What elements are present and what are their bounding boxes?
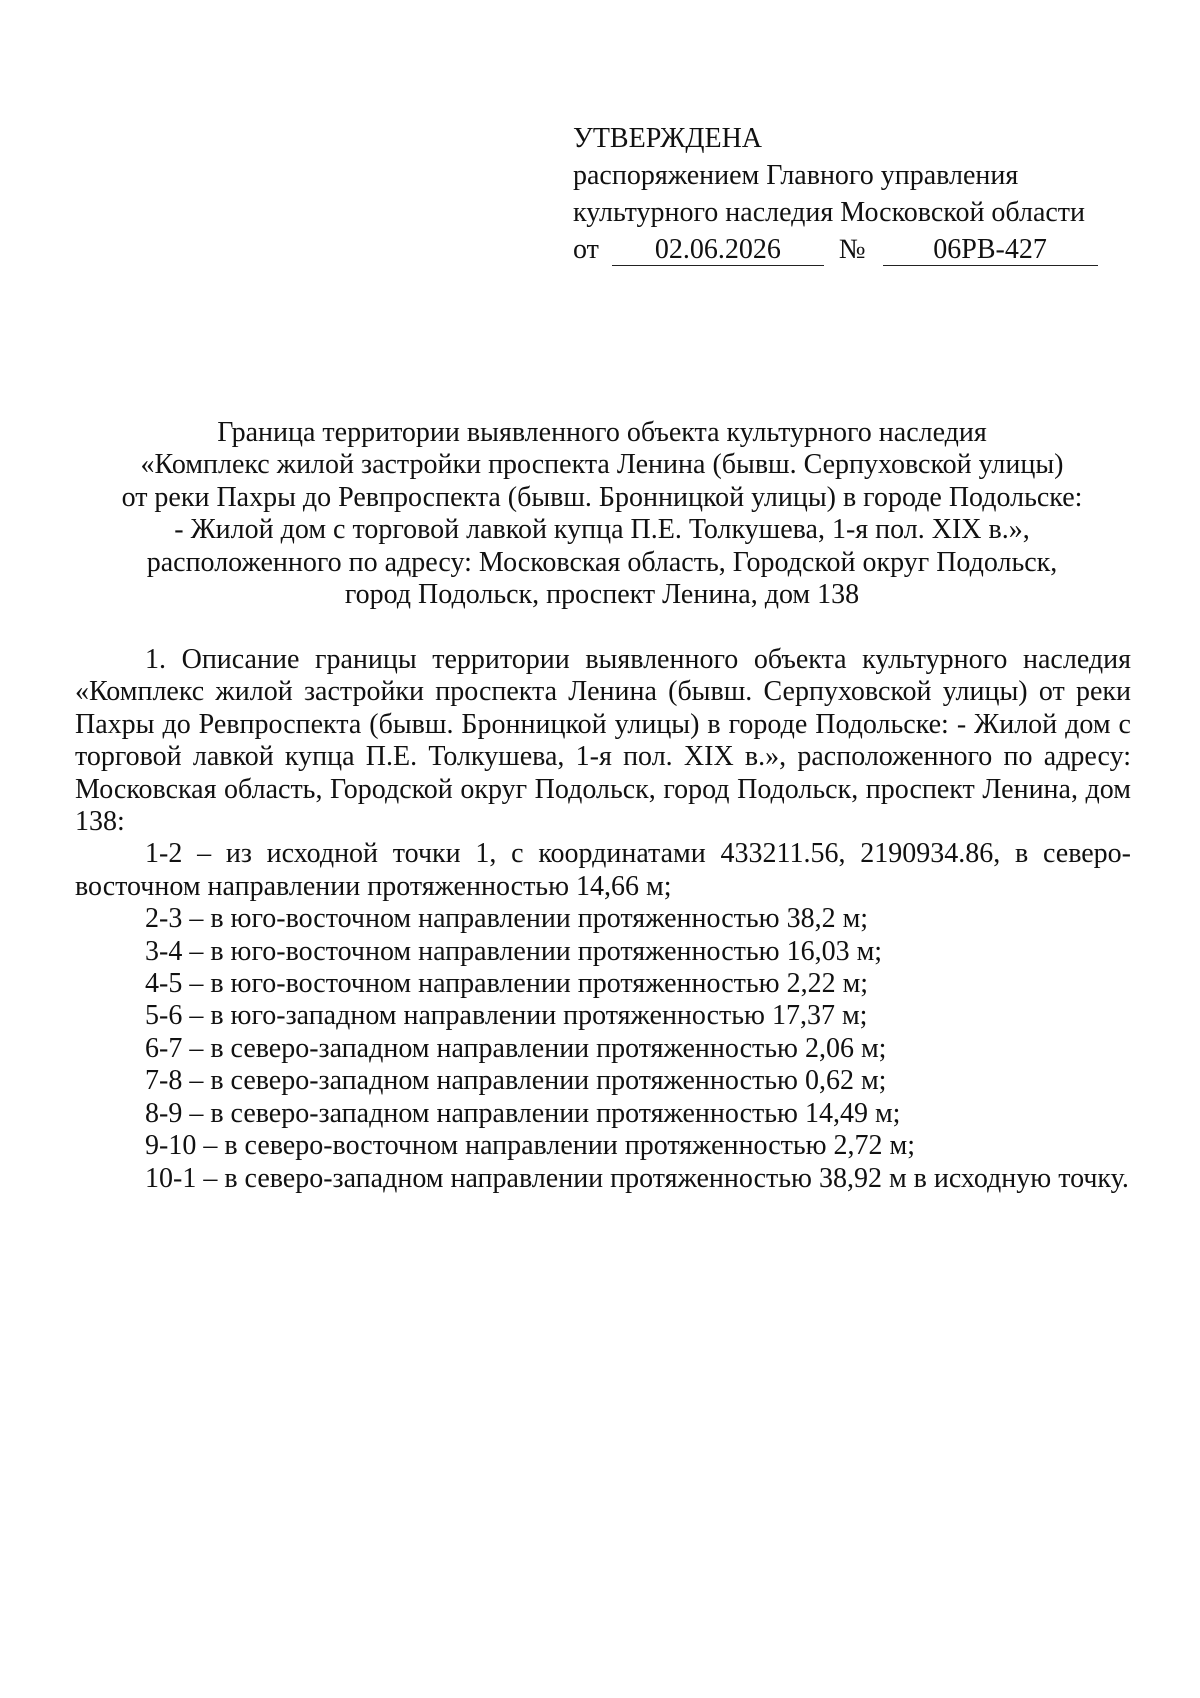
- from-label: от: [573, 234, 599, 265]
- approval-heading: УТВЕРЖДЕНА: [573, 123, 763, 154]
- boundary-segment: 6-7 – в северо-западном направлении протяженностью 2,06 м;: [145, 1032, 887, 1064]
- title-line: от реки Пахры до Ревпроспекта (бывш. Бронницкой улицы) в городе Подольске:: [121, 481, 1083, 513]
- document-title: [70, 417, 1134, 611]
- approval-line-1: распоряжением Главного управления: [573, 160, 1019, 191]
- boundary-segment: 8-9 – в северо-западном направлении протяженностью 14,49 м;: [145, 1097, 901, 1129]
- title-line: Граница территории выявленного объекта культурного наследия: [217, 417, 987, 448]
- approval-date: 02.06.2026: [612, 235, 824, 266]
- boundary-segment: 5-6 – в юго-западном направлении протяженностью 17,37 м;: [145, 1000, 868, 1032]
- approval-line-2: культурного наследия Московской области: [573, 197, 1086, 228]
- boundary-segment: 10-1 – в северо-западном направлении протяженностью 38,92 м в исходную точку.: [145, 1162, 1129, 1194]
- title-line: - Жилой дом с торговой лавкой купца П.Е. Толкушева, 1-я пол. XIX в.»,: [174, 514, 1030, 546]
- title-line: «Комплекс жилой застройки проспекта Ленина (бывш. Серпуховской улицы): [140, 449, 1064, 481]
- number-sign: №: [838, 234, 866, 265]
- boundary-segment: 9-10 – в северо-восточном направлении протяженностью 2,72 м;: [145, 1130, 916, 1162]
- approval-date-number-line: [573, 231, 1098, 268]
- approval-stamp: [573, 120, 1098, 268]
- boundary-segment: 3-4 – в юго-восточном направлении протяженностью 16,03 м;: [145, 935, 883, 967]
- title-line: город Подольск, проспект Ленина, дом 138: [344, 579, 860, 611]
- title-line: расположенного по адресу: Московская область, Городской округ Подольск,: [146, 546, 1058, 578]
- description-intro: 1. Описание границы территории выявленного объекта культурного наследия «Комплекс жилой застройки проспекта Ленина (бывш. Серпуховской улицы) от реки Пахры до Ревпроспекта (бывш. Бронницкой улицы) в городе Подольске: - Жилой дом с торговой лавкой купца П.Е. Толкушева, 1-я пол. XIX в.», расположенного по адресу: Московская область, Городской округ Подольск, город Подольск, проспект Ленина, дом 138:: [75, 644, 1131, 838]
- boundary-segment: 4-5 – в юго-восточном направлении протяженностью 2,22 м;: [145, 968, 869, 1000]
- approval-number: 06РВ-427: [883, 235, 1098, 266]
- boundary-segment: 2-3 – в юго-восточном направлении протяженностью 38,2 м;: [145, 903, 869, 935]
- boundary-segment: 1-2 – из исходной точки 1, с координатами 433211.56, 2190934.86, в северо-восточном направлении протяженностью 14,66 м;: [75, 838, 1131, 902]
- boundary-description: [75, 644, 1131, 1195]
- boundary-segment: 7-8 – в северо-западном направлении протяженностью 0,62 м;: [145, 1065, 887, 1097]
